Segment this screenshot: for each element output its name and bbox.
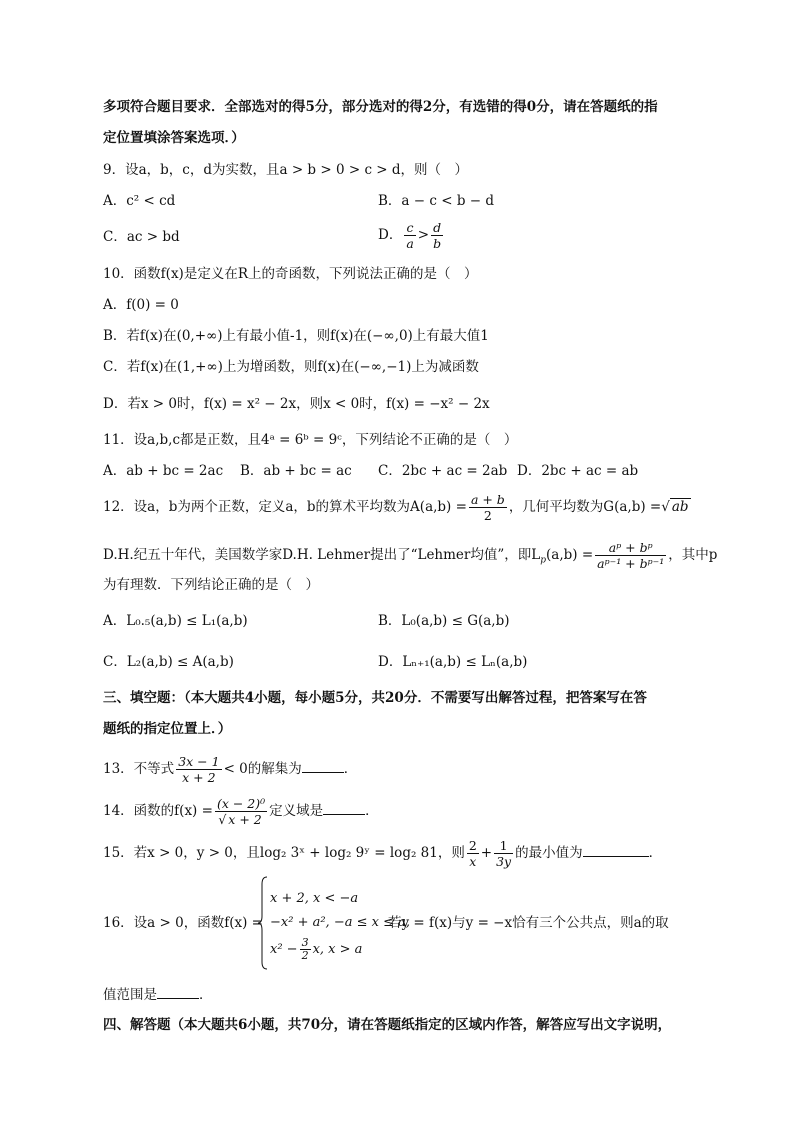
- q9-d-fraction-2: $\frac{d}{b}$: [433, 220, 442, 251]
- piecewise-brace: [258, 876, 268, 970]
- q14-answer-blank[interactable]: [323, 801, 365, 815]
- q9-option-c: C．ac > bd: [103, 229, 180, 245]
- q9-option-b: B．a − c < b − d: [378, 193, 494, 209]
- q15-answer-blank[interactable]: [583, 843, 649, 857]
- q16-stem-pre: 16．设a > 0，函数f(x) =: [103, 915, 263, 931]
- instruction-line-1: 多项符合题目要求．全部选对的得5分，部分选对的得2分，有选错的得0分，请在答题纸的指: [103, 99, 658, 115]
- q12-sqrt: ab: [671, 499, 689, 515]
- q12-option-b: B．L₀(a,b) ≤ G(a,b): [378, 613, 510, 629]
- q16-stem-end: 值范围是 ．: [103, 987, 213, 1003]
- q11-option-d: D．2bc + ac = ab: [517, 463, 639, 479]
- q16-piece-3: x² − $\frac{3}{2}$ x, x > a: [270, 936, 363, 962]
- q9-stem: 9．设a，b，c，d为实数，且a > b > 0 > c > d，则（ ）: [103, 162, 469, 178]
- q11-option-a: A．ab + bc = 2ac: [103, 463, 224, 479]
- q12-option-c: C．L₂(a,b) ≤ A(a,b): [103, 654, 234, 670]
- q10-option-a: A．f(0) = 0: [103, 297, 179, 313]
- instruction-line-2: 定位置填涂答案选项．）: [103, 130, 245, 146]
- q10-option-c: C．若f(x)在(1,+∞)上为增函数，则f(x)在(−∞,−1)上为减函数: [103, 359, 479, 375]
- section3-heading-2: 题纸的指定位置上．）: [103, 721, 232, 737]
- q12-arith-fraction: $\frac{a + b}{2}$: [470, 492, 505, 523]
- q10-option-b: B．若f(x)在(0,+∞)上有最小值-1，则f(x)在(−∞,0)上有最大值1: [103, 328, 489, 344]
- q13-fraction: $\frac{3x - 1}{x + 2}$: [178, 754, 220, 785]
- q14-fraction: $\frac{\text{(x − 2)⁰}}{√ x + 2}$: [216, 796, 266, 827]
- q10-stem: 10．函数f(x)是定义在R上的奇函数，下列说法正确的是（ ）: [103, 266, 478, 282]
- q9-option-d: D． $\frac{c}{a}$ > $\frac{d}{b}$: [378, 220, 442, 251]
- q12-stem: 12．设a，b为两个正数，定义a，b的算术平均数为A(a,b) = $\frac{a + b}{2}$ ，几何平均数为G(a,b) =√ ab: [103, 492, 689, 523]
- q12-stem-end: 为有理数．下列结论正确的是（ ）: [103, 577, 319, 593]
- q16-answer-blank[interactable]: [157, 985, 199, 999]
- q11-option-c: C．2bc + ac = 2ab: [378, 463, 508, 479]
- q12-lehmer-fraction: $\frac{\text{aᵖ + bᵖ}}{\text{aᵖ⁻¹ + bᵖ⁻¹}}$: [597, 540, 665, 571]
- q11-option-b: B．ab + bc = ac: [240, 463, 352, 479]
- q9-d-fraction-1: $\frac{c}{a}$: [406, 220, 414, 251]
- q13-answer-blank[interactable]: [302, 759, 344, 773]
- q12-lehmer-line: D.H.纪五十年代，美国数学家D.H. Lehmer提出了“Lehmer均值”，即$L_p(a,b)$ = $\frac{\text{aᵖ + bᵖ}}{\text{aᵖ⁻¹ + bᵖ⁻¹}}$ ，其中p: [103, 540, 718, 571]
- q10-option-d: D．若x > 0时，f(x) = x² − 2x，则x < 0时，f(x) = −x² − 2x: [103, 396, 490, 412]
- q16-piece-2: −x² + a², −a ≤ x ≤ a,: [270, 915, 410, 930]
- section4-heading: 四、解答题（本大题共6小题，共70分，请在答题纸指定的区域内作答，解答应写出文字说明，: [103, 1017, 672, 1033]
- q13: 13．不等式 $\frac{3x - 1}{x + 2}$ < 0的解集为 ．: [103, 754, 358, 785]
- q16-stem-post: 若y = f(x)与y = −x恰有三个公共点，则a的取: [388, 915, 669, 931]
- q9-option-a: A．c² < cd: [103, 193, 176, 209]
- q14: 14．函数的f(x) = $\frac{\text{(x − 2)⁰}}{√ x + 2}$ 定义域是 ．: [103, 796, 379, 827]
- section3-heading-1: 三、填空题：（本大题共4小题，每小题5分，共20分．不需要写出解答过程，把答案写在答: [103, 690, 647, 706]
- q15: 15．若x > 0，y > 0，且log₂ 3ˣ + log₂ 9ʸ = log₂ 81，则 $\frac{2}{x}$ + $\frac{1}{3y}$ 的最小值为 ．: [103, 838, 663, 869]
- q12-option-d: D．Lₙ₊₁(a,b) ≤ Lₙ(a,b): [378, 654, 528, 670]
- q16-piece-1: x + 2, x < −a: [270, 891, 359, 906]
- q12-option-a: A．L₀.₅(a,b) ≤ L₁(a,b): [103, 613, 248, 629]
- q11-stem: 11．设a,b,c都是正数，且4ᵃ = 6ᵇ = 9ᶜ，下列结论不正确的是（ ）: [103, 432, 518, 448]
